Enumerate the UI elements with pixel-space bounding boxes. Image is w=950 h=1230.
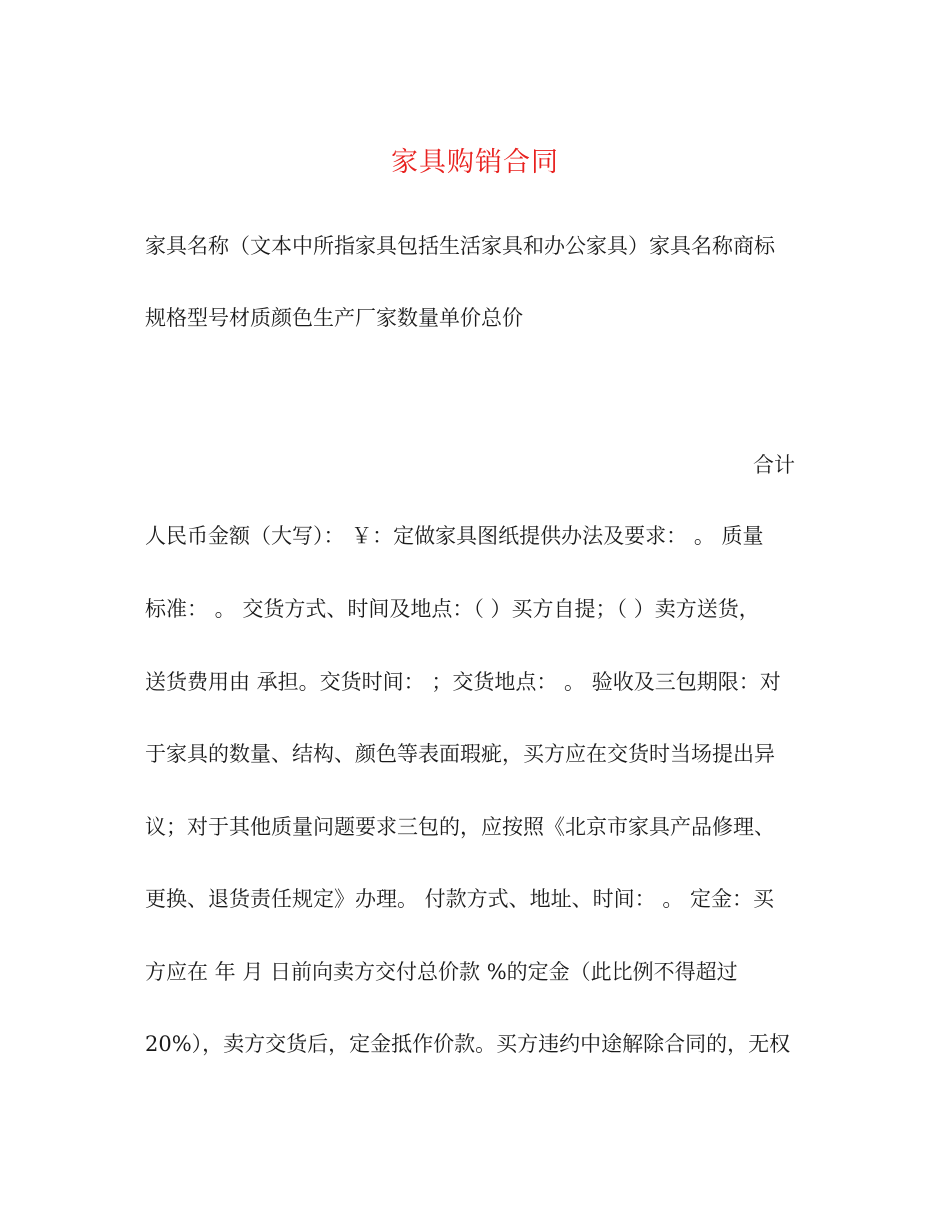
- document-title: 家具购销合同: [391, 147, 559, 178]
- body-line: 家具名称（文本中所指家具包括生活家具和办公家具）家具名称商标: [145, 234, 775, 258]
- body-line: 于家具的数量、结构、颜色等表面瑕疵，买方应在交货时当场提出异: [145, 742, 775, 766]
- body-line: 议；对于其他质量问题要求三包的，应按照《北京市家具产品修理、: [145, 815, 775, 839]
- body-line: 规格型号材质颜色生产厂家数量单价总价: [145, 306, 523, 330]
- total-label: 合计: [753, 453, 795, 477]
- body-line: 人民币金额（大写）： ￥：定做家具图纸提供办法及要求： 。 质量: [145, 524, 764, 548]
- body-line: 送货费用由 承担。交货时间： ；交货地点： 。 验收及三包期限：对: [145, 670, 781, 694]
- body-line: 标准： 。 交货方式、时间及地点：（ ）买方自提；（ ）卖方送货，: [145, 597, 760, 621]
- body-line: 方应在 年 月 日前向卖方交付总价款 %的定金（此比例不得超过: [145, 960, 738, 984]
- body-line: 更换、退货责任规定》办理。 付款方式、地址、时间： 。 定金：买: [145, 887, 775, 911]
- body-line: 20%），卖方交货后，定金抵作价款。买方违约中途解除合同的，无权: [145, 1032, 791, 1056]
